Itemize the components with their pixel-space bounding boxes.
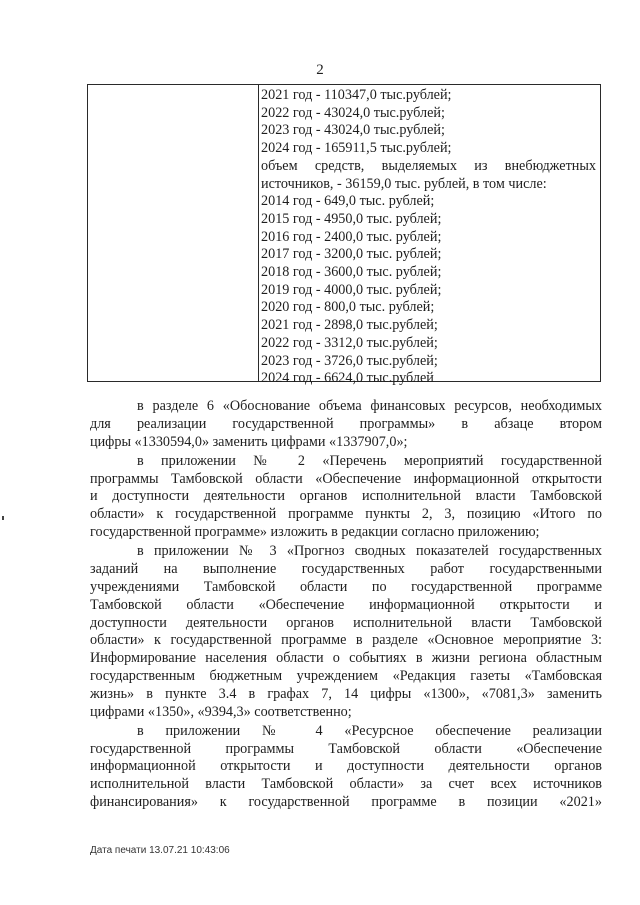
paragraph-appendix-3	[90, 543, 602, 721]
table-line: 2019 год - 4000,0 тыс. рублей;	[261, 281, 442, 298]
table-line: 2018 год - 3600,0 тыс. рублей;	[261, 264, 442, 281]
table-line: 2014 год - 649,0 тыс. рублей;	[261, 193, 435, 210]
table-line: 2022 год - 3312,0 тыс.рублей;	[261, 334, 438, 351]
text-line: в разделе 6 «Обоснование объема финансовых ресурсов, необходимых	[137, 398, 602, 414]
text-line: Информирование населения области о событиях в жизни региона областным	[90, 650, 602, 667]
text-line: жизнь» в пункте 3.4 в графах 7, 14 цифры «1300», «7081,3» заменить	[90, 685, 602, 702]
text-line: финансирования» к государственной программе в позиции «2021»	[90, 794, 602, 811]
text-line: доступности деятельности органов исполнительной власти Тамбовской	[90, 614, 602, 631]
text-line: цифрами «1350», «9394,3» соответственно;	[90, 703, 352, 720]
text-line: в приложении № 4 «Ресурсное обеспечение реализации	[137, 722, 602, 739]
table-line: 2016 год - 2400,0 тыс. рублей;	[261, 228, 442, 245]
paragraph-appendix-2	[90, 453, 602, 542]
table-line: 2020 год - 800,0 тыс. рублей;	[261, 299, 435, 316]
text-line: заданий на выполнение государственных работ государственными	[90, 561, 602, 578]
table-line: 2021 год - 2898,0 тыс.рублей;	[261, 317, 438, 334]
text-line: цифры «1330594,0» заменить цифрами «1337907,0»;	[90, 433, 408, 450]
table-line: объем средств, выделяемых из внебюджетных	[261, 157, 596, 174]
text-line: исполнительной власти Тамбовской области» за счет всех источников	[90, 776, 602, 793]
paragraph-section-6	[90, 398, 602, 451]
table-line: 2015 год - 4950,0 тыс. рублей;	[261, 210, 442, 227]
paragraph-appendix-4	[90, 723, 602, 812]
text-line: и доступности деятельности органов исполнительной власти Тамбовской	[90, 488, 602, 505]
table-line: 2024 год - 6624,0 тыс.рублей	[261, 370, 434, 387]
table-line: 2021 год - 110347,0 тыс.рублей;	[261, 87, 452, 103]
print-date-footer: Дата печати 13.07.21 10:43:06	[90, 845, 230, 856]
text-line: Тамбовской области «Обеспечение информационной открытости и	[90, 596, 602, 613]
text-line: области» к государственной программе пункты 2, 3, позицию «Итого по	[90, 506, 602, 523]
table-line: 2023 год - 3726,0 тыс.рублей;	[261, 352, 438, 369]
page-number: 2	[316, 62, 324, 78]
table-line: 2022 год - 43024,0 тыс.рублей;	[261, 104, 445, 121]
text-line: государственной программы Тамбовской области «Обеспечение	[90, 740, 602, 757]
text-line: области» к государственной программе в разделе «Основное мероприятие 3:	[90, 632, 602, 649]
table-line: 2023 год - 43024,0 тыс.рублей;	[261, 122, 445, 139]
text-line: государственным бюджетным учреждением «Редакция газеты «Тамбовская	[90, 667, 602, 684]
text-line: для реализации государственной программы» в абзаце втором	[90, 415, 602, 432]
table-line: 2017 год - 3200,0 тыс. рублей;	[261, 246, 442, 263]
table-line: 2024 год - 165911,5 тыс.рублей;	[261, 140, 452, 157]
budget-table	[87, 84, 601, 387]
table-left-cell	[88, 85, 259, 381]
text-line: в приложении № 2 «Перечень мероприятий государственной	[137, 452, 602, 469]
scan-mark	[2, 516, 4, 520]
text-line: информационной открытости и доступности деятельности органов	[90, 758, 602, 775]
body-text	[90, 398, 602, 813]
text-line: государственной программе» изложить в редакции согласно приложению;	[90, 524, 540, 541]
text-line: в приложении № 3 «Прогноз сводных показателей государственных	[137, 543, 602, 560]
table-line: источников, - 36159,0 тыс. рублей, в том числе:	[261, 175, 547, 192]
text-line: учреждениями Тамбовской области по государственной программе	[90, 578, 602, 595]
table-right-cell	[259, 85, 600, 387]
text-line: программы Тамбовской области «Обеспечение информационной открытости	[90, 470, 602, 487]
